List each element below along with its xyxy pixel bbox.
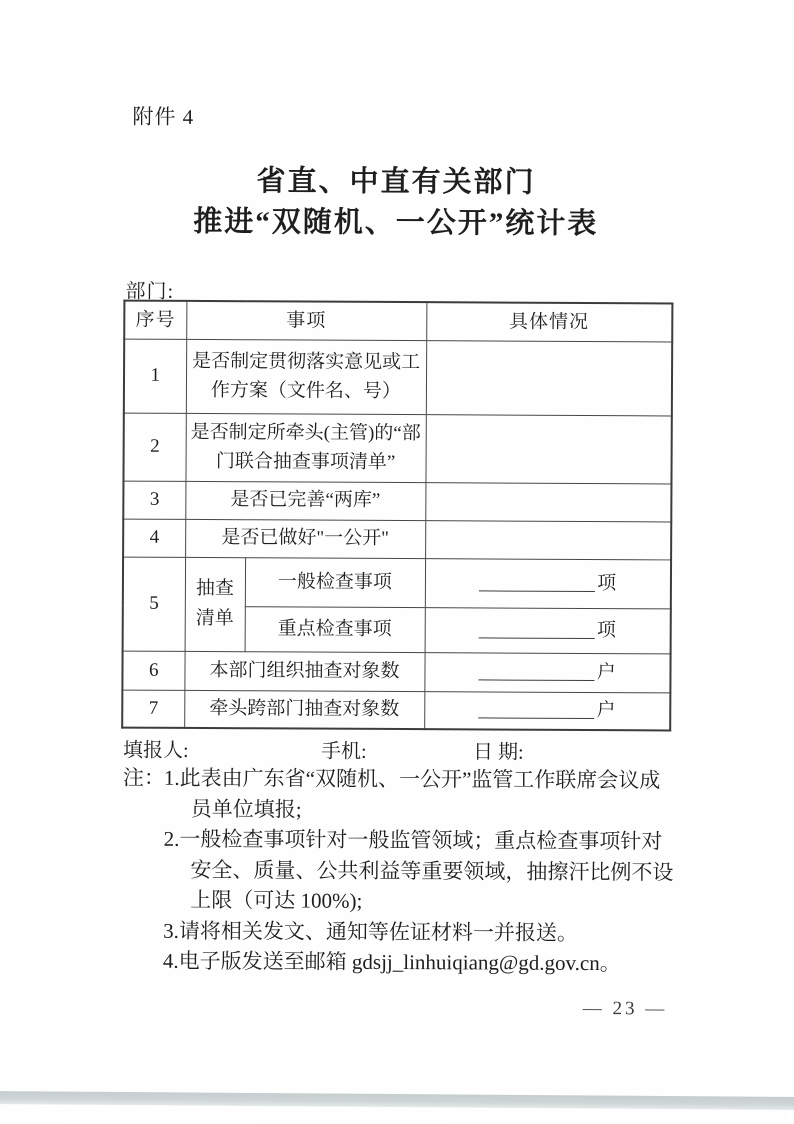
row-subitem-text: 一般检查事项 [245, 557, 425, 607]
filler-label: 填报人: [123, 739, 189, 762]
detail-fill-cell [425, 607, 671, 653]
detail-fill-cell [425, 558, 671, 608]
row-item-text: 是否制定贯彻落实意见或工作方案（文件名、号） [186, 339, 426, 414]
table-row [123, 413, 671, 484]
row-number: 6 [122, 651, 184, 690]
row-subitem-text: 重点检查事项 [245, 606, 425, 652]
notes-list [163, 763, 675, 979]
table-row [123, 519, 671, 560]
unit-label: 户 [596, 661, 616, 683]
table-row [123, 557, 671, 609]
notes-section [122, 763, 675, 979]
table-header-row [124, 301, 672, 342]
department-label: 部门: [125, 280, 175, 303]
unit-label: 户 [596, 700, 616, 722]
row-item-text: 是否已做好"一公开" [185, 519, 425, 558]
document-title-line-2: 推进“双随机、一公开”统计表 [193, 205, 599, 241]
unit-label: 项 [596, 619, 617, 641]
row-number: 3 [123, 481, 185, 519]
phone-label: 手机: [321, 740, 367, 763]
detail-blank-cell [425, 520, 671, 559]
note-item: 3.请将相关发文、通知等佐证材料一并报送。 [163, 918, 578, 945]
statistics-table [121, 300, 673, 732]
scan-edge-artifact [0, 1091, 794, 1110]
detail-blank-cell [425, 414, 671, 483]
table-row [123, 481, 671, 522]
row-number: 7 [122, 690, 184, 728]
table-row [122, 651, 670, 693]
attachment-label: 附件 4 [132, 104, 195, 129]
row-number: 2 [123, 413, 185, 481]
row-item-text: 牵头跨部门抽查对象数 [184, 690, 424, 729]
note-item: 1.此表由广东省“双随机、一公开”监管工作联席会议成员单位填报; [163, 765, 661, 822]
row-item-text: 本部门组织抽查对象数 [184, 651, 424, 691]
fill-in-blank [479, 637, 595, 639]
detail-blank-cell [426, 340, 672, 415]
note-item: 2.一般检查事项针对一般监管领域；重点检查事项针对安全、质量、公共利益等重要领域，抽擦汗比例不设上限（可达 100%); [163, 826, 674, 913]
unit-label: 项 [597, 572, 617, 594]
table-row [124, 339, 672, 416]
notes-label: 注： [122, 765, 165, 790]
row-number: 1 [124, 339, 186, 413]
page-number: — 23 — [582, 997, 668, 1020]
detail-fill-cell [424, 691, 670, 730]
document-title-line-1: 省直、中直有关部门 [256, 165, 536, 199]
col-header-item: 事项 [186, 301, 426, 340]
signature-line [123, 734, 671, 766]
note-item: 4.电子版发送至邮箱 gdsjj_linhuiqiang@gd.gov.cn。 [162, 948, 621, 976]
detail-blank-cell [425, 482, 671, 521]
fill-in-blank [478, 717, 594, 719]
row-number: 4 [123, 519, 185, 557]
detail-fill-cell [424, 652, 670, 692]
row-number: 5 [123, 557, 185, 651]
row-item-text: 是否已完善“两库” [185, 481, 425, 520]
fill-in-blank [479, 590, 595, 592]
date-label: 日 期: [473, 741, 524, 764]
col-header-detail: 具体情况 [426, 302, 672, 341]
col-header-index: 序号 [124, 301, 186, 339]
row-item-text: 是否制定所牵头(主管)的“部门联合抽查事项清单” [185, 413, 425, 482]
document-title [0, 160, 793, 246]
table-row [122, 690, 670, 731]
fill-in-blank [479, 679, 595, 681]
row-group-label: 抽查清单 [185, 557, 245, 651]
